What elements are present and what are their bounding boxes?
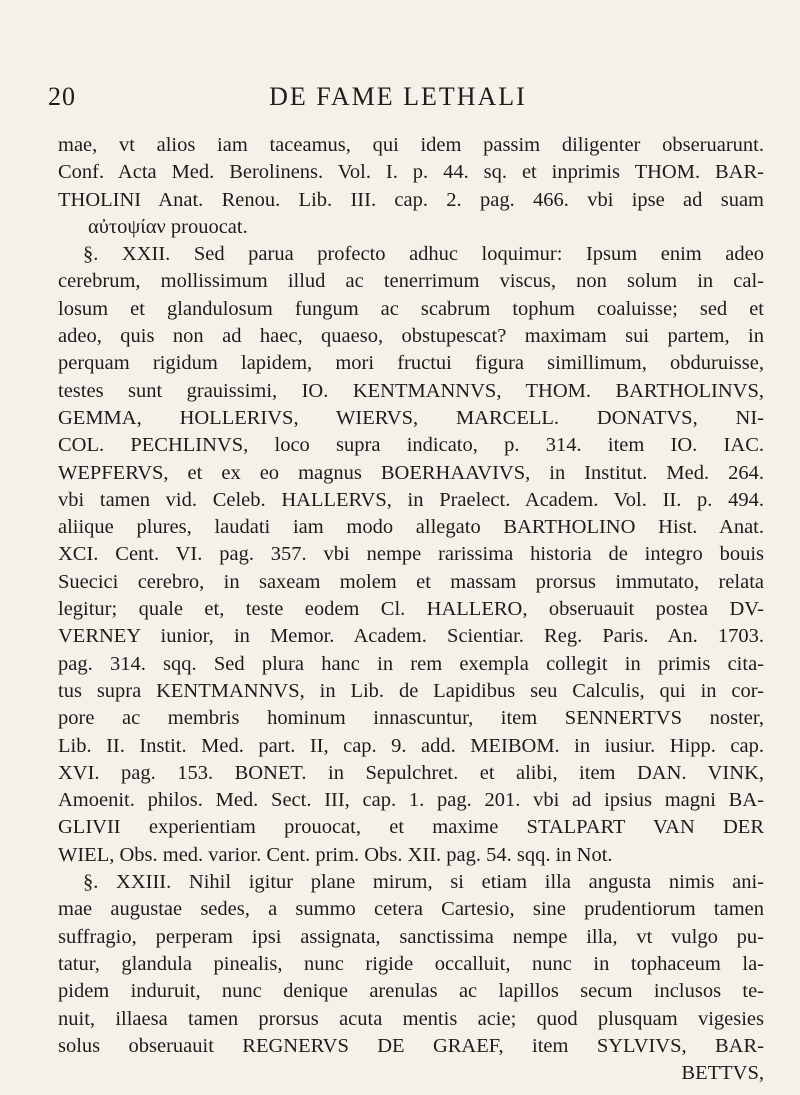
- text-line: XVI. pag. 153. BONET. in Sepulchret. et alibi, item DAN. VINK,: [58, 761, 764, 784]
- text-line: mae augustae sedes, a summo cetera Cartesio, sine prudentiorum tamen: [58, 898, 764, 921]
- text-line: aliique plures, laudati iam modo allegato BARTHOLINO Hist. Anat.: [58, 516, 764, 539]
- text-line: losum et glandulosum fungum ac scabrum tophum coaluisse; sed et: [58, 297, 764, 320]
- text-line: §. XXIII. Nihil igitur plane mirum, si etiam illa angusta nimis ani-: [83, 871, 764, 894]
- text-line: Amoenit. philos. Med. Sect. III, cap. 1. pag. 201. vbi ad ipsius magni BA-: [58, 789, 764, 812]
- text-line: solus obseruauit REGNERVS DE GRAEF, item SYLVIVS, BAR-: [58, 1034, 764, 1057]
- catchword: BETTVS,: [681, 1062, 764, 1085]
- text-line: pidem induruit, nunc denique arenulas ac lapillos secum inclusos te-: [58, 980, 764, 1003]
- text-line: pore ac membris hominum innascuntur, item SENNERTVS noster,: [58, 707, 764, 730]
- text-line: WIEL, Obs. med. varior. Cent. prim. Obs. XII. pag. 54. sqq. in Not.: [58, 843, 613, 866]
- text-line: testes sunt grauissimi, IO. KENTMANNVS, THOM. BARTHOLINVS,: [58, 379, 764, 402]
- text-line: VERNEY iunior, in Memor. Academ. Scientiar. Reg. Paris. An. 1703.: [58, 625, 764, 648]
- running-title: DE FAME LETHALI: [269, 82, 527, 111]
- text-line: GLIVII experientiam prouocat, et maxime STALPART VAN DER: [58, 816, 764, 839]
- text-line: §. XXII. Sed parua profecto adhuc loquimur: Ipsum enim adeo: [83, 243, 764, 266]
- text-line: pag. 314. sqq. Sed plura hanc in rem exempla collegit in primis cita-: [58, 652, 764, 675]
- text-line: legitur; quale et, teste eodem Cl. HALLERO, obseruauit postea DV-: [58, 598, 764, 621]
- text-line: Suecici cerebro, in saxeam molem et massam prorsus immutato, relata: [58, 570, 764, 593]
- text-line: nuit, illaesa tamen prorsus acuta mentis acie; quod plusquam vigesies: [58, 1007, 764, 1030]
- text-line: suffragio, perperam ipsi assignata, sanctissima nempe illa, vt vulgo pu-: [58, 925, 764, 948]
- text-line: THOLINI Anat. Renou. Lib. III. cap. 2. pag. 466. vbi ipse ad suam: [58, 188, 764, 211]
- page-header: [48, 82, 748, 122]
- text-line: tus supra KENTMANNVS, in Lib. de Lapidibus seu Calculis, qui in cor-: [58, 679, 764, 702]
- text-line: COL. PECHLINVS, loco supra indicato, p. 314. item IO. IAC.: [58, 434, 764, 457]
- text-line: Conf. Acta Med. Berolinens. Vol. I. p. 44. sq. et inprimis THOM. BAR-: [58, 161, 764, 184]
- text-line: GEMMA, HOLLERIVS, WIERVS, MARCELL. DONATVS, NI-: [58, 406, 764, 429]
- text-line: Lib. II. Instit. Med. part. II, cap. 9. add. MEIBOM. in iusiur. Hipp. cap.: [58, 734, 764, 757]
- page-number: 20: [48, 82, 76, 111]
- text-line: XCI. Cent. VI. pag. 357. vbi nempe rarissima historia de integro bouis: [58, 543, 764, 566]
- text-line: cerebrum, mollissimum illud ac tenerrimum viscus, non solum in cal-: [58, 270, 764, 293]
- body-text: [58, 132, 764, 1087]
- text-line: vbi tamen vid. Celeb. HALLERVS, in Praelect. Academ. Vol. II. p. 494.: [58, 488, 764, 511]
- text-line: perquam rigidum lapidem, mori fructui figura simillimum, obduruisse,: [58, 352, 764, 375]
- text-line: tatur, glandula pinealis, nunc rigide occalluit, nunc in tophaceum la-: [58, 952, 764, 975]
- text-line: mae, vt alios iam taceamus, qui idem passim diligenter obseruarunt.: [58, 134, 764, 156]
- text-line: WEPFERVS, et ex eo magnus BOERHAAVIVS, in Institut. Med. 264.: [58, 461, 764, 484]
- text-line: αὐτοψίαν prouocat.: [88, 215, 248, 238]
- text-line: adeo, quis non ad haec, quaeso, obstupescat? maximam sui partem, in: [58, 325, 764, 348]
